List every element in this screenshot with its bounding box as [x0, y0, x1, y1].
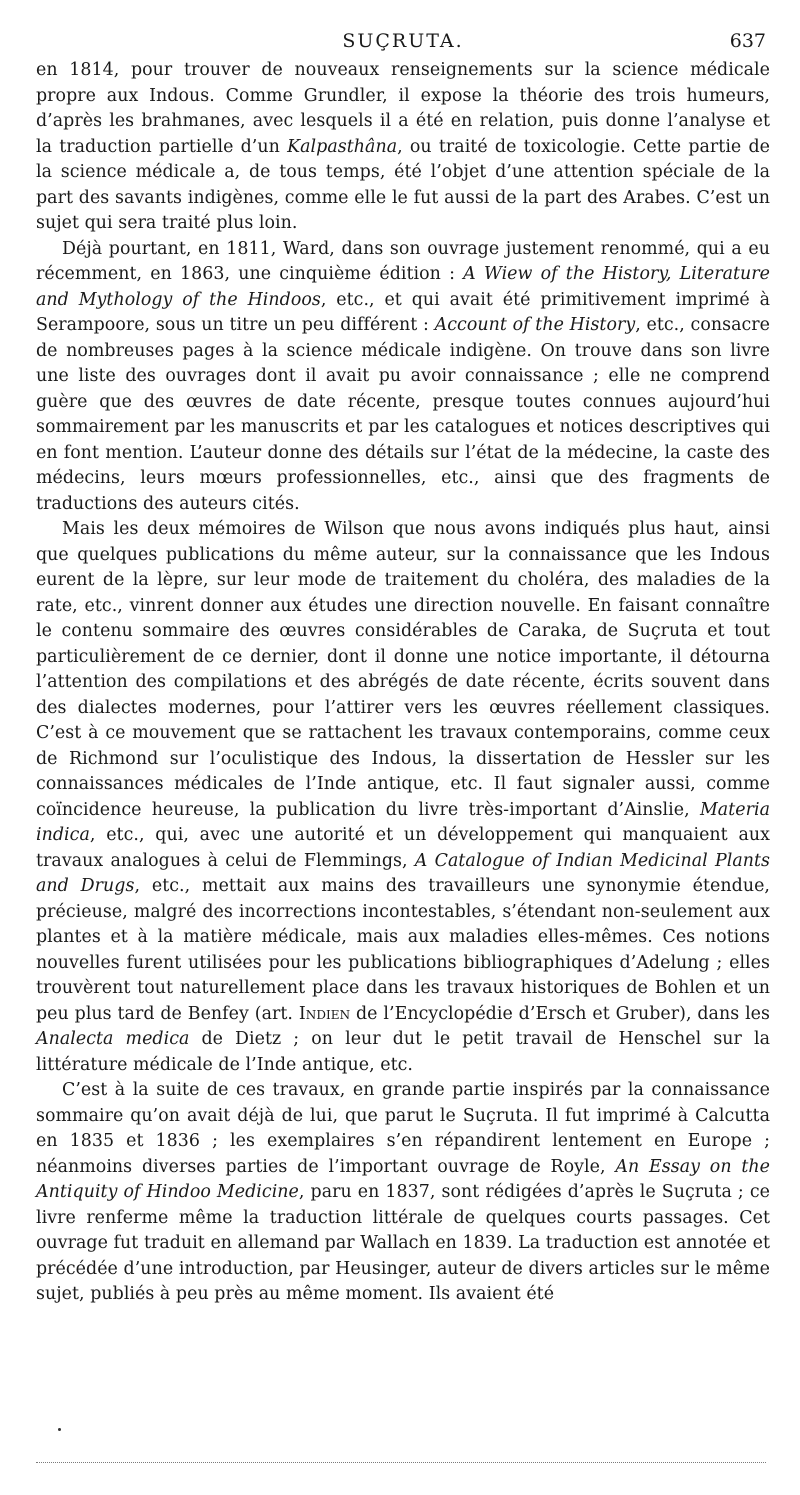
- text-run: , paru en 1837, sont rédigées d’après le Suçruta ; ce livre renferme même la traduction littérale de quelques courts passages. Cet ouvrage fut traduit en allemand par Wallach en 1839. La traduction est annotée et précédée d’une introduction, par Heusinger, auteur de divers articles sur le même sujet, publiés à peu près au même moment. Ils avaient été: [36, 1182, 771, 1304]
- text-run: Mais les deux mémoires de Wilson que nous avons indiqués plus haut, ainsi que quelques publications du même auteur, sur la connaissance que les Indous eurent de la lèpre, sur leur mode de traitement du choléra, des maladies de la rate, etc., vinrent donner aux études une direction nouvelle. En faisant connaître le contenu sommaire des œuvres considérables de Caraka, de Suçruta et tout particulièrement de ce dernier, dont il donne une notice importante, il détourna l’attention des compilations et des abrégés de date récente, écrits souvent dans des dialectes modernes, pour l’attirer vers les œuvres réellement classiques. C’est à ce mouvement que se rattachent les travaux contemporains, comme ceux de Richmond sur l’oculistique des Indous, la dissertation de Hessler sur les connaissances médicales de l’Inde antique, etc. Il faut signaler aussi, comme coïncidence heureuse, la publication du livre très-important d’Ainslie,: [36, 519, 770, 820]
- italic-title: A Wiew of the History, Literature and Mythology of the Hindoos: [36, 264, 770, 310]
- document-page: [36, 28, 770, 1308]
- paragraph-3: [36, 517, 770, 1078]
- text-run: , etc., mettait aux mains des travailleurs une synonymie étendue, précieuse, malgré des incorrections incontestables, s’étendant non-seulement aux plantes et à la matière médicale, mais aux maladies elles-mêmes. Ces notions nouvelles furent utilisées pour les publications bibliographiques d’Adelung ; elles trouvèrent tout naturellement place dans les travaux historiques de Bohlen et un peu plus tard de Benfey (art.: [36, 876, 770, 1024]
- italic-title: Kalpasthâna: [287, 136, 398, 157]
- italic-title: Account of the History: [434, 315, 636, 335]
- page-header: [36, 28, 770, 58]
- italic-title: Materia indica: [36, 799, 770, 845]
- page-number: 637: [729, 30, 766, 52]
- text-run: Déjà pourtant, en 1811, Ward, dans son ouvrage justement renommé, qui a eu récemment, en 1863, une cinquième édition :: [36, 238, 770, 284]
- text-run: en 1814, pour trouver de nouveaux renseignements sur la science médicale propre aux Indous. Comme Grundler, il expose la théorie des trois humeurs, d’après les brahmanes, avec lesquels il a été en relation, puis donne l’analyse et la traduction partielle d’un: [36, 60, 770, 157]
- italic-title: Analecta medica: [36, 1029, 190, 1049]
- small-caps-term: Indien: [298, 1003, 351, 1024]
- text-run: de Dietz ; on leur dut le petit travail de Henschel sur la littérature médicale de l’Inde antique, etc.: [36, 1029, 770, 1075]
- footer-mark: [58, 1428, 61, 1431]
- text-run: , etc., consacre de nombreuses pages à la science médicale indigène. On trouve dans son livre une liste des ouvrages dont il avait pu avoir connaissance ; elle ne comprend guère que des œuvres de date récente, presque toutes connues aujourd’hui sommairement par les manuscrits et par les catalogues et notices descriptives qui en font mention. L’auteur donne des détails sur l’état de la médecine, la caste des médecins, leurs mœurs professionnelles, etc., ainsi que des fragments de traductions des auteurs cités.: [36, 315, 770, 514]
- italic-title: An Essay on the Antiquity of Hindoo Medicine: [36, 1156, 770, 1202]
- text-run: , etc., et qui avait été primitivement imprimé à Serampoore, sous un titre un peu différent :: [36, 289, 770, 335]
- text-run: , ou traité de toxicologie. Cette partie de la science médicale a, de tous temps, été l’objet d’une attention spéciale de la part des savants indigènes, comme elle le fut aussi de la part des Arabes. C’est un sujet qui sera traité plus loin.: [36, 136, 771, 233]
- footer-divider: [36, 1462, 766, 1463]
- text-run: de l’Encyclopédie d’Ersch et Gruber), dans les: [350, 1003, 770, 1024]
- text-run: , etc., qui, avec une autorité et un développement qui manquaient aux travaux analogues à celui de Flemmings,: [36, 825, 770, 871]
- text-run: C’est à la suite de ces travaux, en grande partie inspirés par la connaissance sommaire qu’on avait déjà de lui, que parut le Suçruta. Il fut imprimé à Calcutta en 1835 et 1836 ; les exemplaires s’en répandirent lentement en Europe ; néanmoins diverses parties de l’important ouvrage de Royle,: [36, 1080, 770, 1177]
- body-text: [36, 58, 770, 1308]
- paragraph-1: [36, 58, 770, 237]
- paragraph-2: [36, 237, 770, 518]
- italic-title: A Catalogue of Indian Medicinal Plants and Drugs: [36, 850, 770, 896]
- running-title: SUÇRUTA.: [342, 30, 464, 52]
- paragraph-4: [36, 1078, 770, 1308]
